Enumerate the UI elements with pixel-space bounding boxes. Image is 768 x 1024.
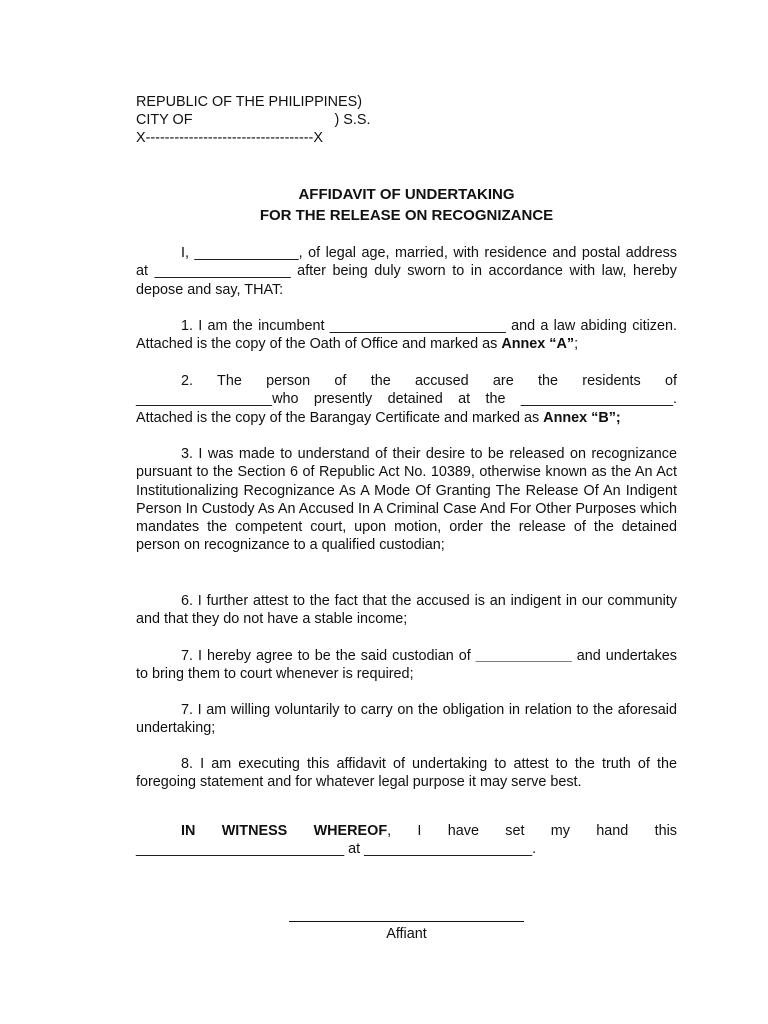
p2-line-3: Attached is the copy of the Barangay Certificate and marked as bbox=[136, 409, 544, 426]
annex-a-label: Annex “A” bbox=[501, 336, 575, 353]
caption-city-row bbox=[136, 111, 371, 129]
custodian-blank: ____________ bbox=[475, 648, 572, 664]
place-blank: _____________________ bbox=[364, 841, 533, 858]
office-blank: ______________________ bbox=[329, 318, 506, 334]
p7-text-b: and undertakes to bring them to court whenever is required; bbox=[136, 648, 677, 683]
caption-block bbox=[136, 93, 371, 147]
detention-place-blank: ___________________ bbox=[520, 391, 673, 408]
title-line-2: FOR THE RELEASE ON RECOGNIZANCE bbox=[259, 207, 554, 224]
paragraph-7 bbox=[136, 647, 677, 684]
document-title bbox=[136, 184, 677, 226]
address-blank: _________________ bbox=[154, 263, 291, 280]
witness-heading: IN WITNESS WHEREOF bbox=[181, 823, 388, 839]
caption-ss: ) S.S. bbox=[334, 112, 371, 128]
p7b-text: 7. I am willing voluntarily to carry on the obligation in relation to the aforesaid undertaking; bbox=[136, 702, 677, 737]
name-blank: _____________ bbox=[194, 245, 299, 261]
p2-line-1: 2. The person of the accused are the residents of bbox=[181, 373, 677, 389]
paragraph-1 bbox=[136, 317, 677, 354]
p2-text-a: who presently detained at the bbox=[272, 391, 521, 408]
witness-text-a: , I have set my hand this bbox=[387, 823, 677, 839]
intro-paragraph bbox=[136, 244, 677, 299]
caption-city: CITY OF bbox=[136, 112, 193, 128]
p2-text-b: . bbox=[673, 391, 677, 408]
p1-text-b: and a law abiding citizen. Attached is the copy of the Oath of Office and marked as bbox=[136, 318, 677, 353]
residence-blank: _________________ bbox=[136, 391, 273, 408]
paragraph-3 bbox=[136, 445, 677, 555]
paragraph-7b bbox=[136, 701, 677, 738]
p1-text-a: 1. I am the incumbent bbox=[181, 318, 330, 334]
witness-clause bbox=[136, 822, 677, 859]
caption-republic: REPUBLIC OF THE PHILIPPINES) bbox=[136, 94, 363, 110]
witness-at: at bbox=[344, 841, 365, 858]
p1-end: ; bbox=[574, 336, 579, 353]
affiant-label: Affiant bbox=[386, 926, 427, 942]
annex-b-label: Annex “B”; bbox=[543, 409, 621, 426]
p8-text: 8. I am executing this affidavit of undertaking to attest to the truth of the foregoing statement and for whatever legal purpose it may serve best. bbox=[136, 756, 677, 791]
intro-text-a: I, bbox=[181, 245, 195, 261]
p6-text: 6. I further attest to the fact that the accused is an indigent in our community and that they do not have a stable income; bbox=[136, 593, 677, 628]
signature-line bbox=[289, 921, 524, 922]
caption-separator: X-----------------------------------X bbox=[136, 130, 323, 146]
paragraph-6 bbox=[136, 592, 677, 629]
paragraph-8 bbox=[136, 755, 677, 792]
date-blank: __________________________ bbox=[136, 841, 345, 858]
p3-text: 3. I was made to understand of their desire to be released on recognizance pursuant to the Section 6 of Republic Act No. 10389, otherwise known as the An Act Institutionalizing Recognizance As A Mode Of Granting The Release Of An Indigent Person In Custody As An Accused In A Criminal Case And For Other Purposes which mandates the competent court, upon motion, order the release of the detained person on recognizance to a qualified custodian; bbox=[136, 446, 677, 554]
p7-text-a: 7. I hereby agree to be the said custodian of bbox=[181, 648, 476, 664]
paragraph-2 bbox=[136, 372, 677, 427]
title-line-1: AFFIDAVIT OF UNDERTAKING bbox=[298, 186, 515, 203]
intro-text-b: , of legal age, married, with residence and postal address at bbox=[136, 245, 677, 280]
intro-text-c: after being duly sworn to in accordance with law, hereby depose and say, THAT: bbox=[136, 263, 677, 298]
witness-end: . bbox=[532, 841, 537, 858]
